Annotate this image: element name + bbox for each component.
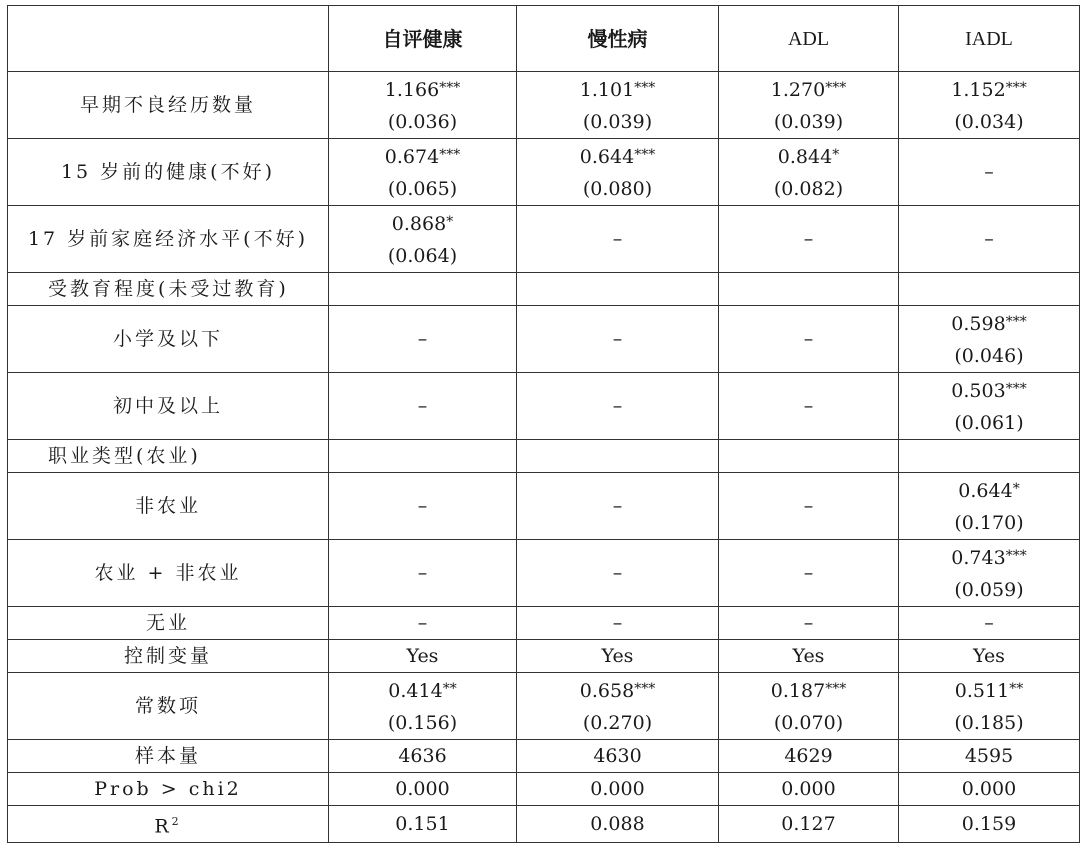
cell-value: 0.151 xyxy=(395,813,450,836)
data-cell xyxy=(719,306,899,373)
coefficient-line xyxy=(719,490,898,522)
row-label-text: 农业 + 非农业 xyxy=(94,562,242,584)
coefficient-value: 1.101 xyxy=(579,79,635,101)
coefficient-line xyxy=(719,390,898,422)
regression-table xyxy=(7,5,1080,843)
significance-stars: ** xyxy=(1009,681,1024,697)
data-cell xyxy=(719,373,899,440)
data-cell xyxy=(719,139,899,206)
table-row xyxy=(8,373,1080,440)
coefficient-value: 0.644 xyxy=(958,480,1013,502)
row-label xyxy=(8,206,329,273)
row-label-text: 控制变量 xyxy=(123,645,212,667)
standard-error: (0.270) xyxy=(582,712,653,734)
coefficient-line xyxy=(517,673,718,707)
coefficient-line xyxy=(719,673,898,707)
row-label-text: 非农业 xyxy=(134,495,201,517)
coefficient-value: 0.503 xyxy=(951,380,1006,402)
standard-error: (0.185) xyxy=(954,712,1024,734)
significance-stars: * xyxy=(446,214,454,230)
data-cell xyxy=(899,773,1080,806)
table-row xyxy=(8,806,1080,843)
coefficient-line xyxy=(329,139,516,173)
row-label xyxy=(8,373,329,440)
data-cell xyxy=(329,373,517,440)
table-row xyxy=(8,440,1080,473)
significance-stars: *** xyxy=(1005,80,1027,96)
data-cell xyxy=(329,540,517,607)
significance-stars: *** xyxy=(825,681,847,697)
standard-error: (0.039) xyxy=(773,111,844,133)
table-row xyxy=(8,206,1080,273)
significance-stars: * xyxy=(1012,481,1020,497)
cell-value: 4630 xyxy=(593,745,642,767)
data-cell xyxy=(899,139,1080,206)
significance-stars: *** xyxy=(634,80,656,96)
coefficient-line xyxy=(329,557,516,589)
significance-stars: *** xyxy=(634,147,656,163)
coefficient-value: – xyxy=(803,562,814,584)
significance-stars: *** xyxy=(825,80,847,96)
coefficient-line xyxy=(719,223,898,255)
cell-value: 0.000 xyxy=(781,778,836,800)
data-cell xyxy=(329,273,517,306)
table-row xyxy=(8,540,1080,607)
data-cell xyxy=(517,72,719,139)
data-cell xyxy=(517,773,719,806)
table-row xyxy=(8,640,1080,673)
coefficient-value: 0.644 xyxy=(579,146,635,168)
data-cell xyxy=(719,773,899,806)
coefficient-value: – xyxy=(612,495,623,517)
coefficient-value: – xyxy=(417,495,428,517)
cell-value: – xyxy=(612,612,623,634)
coefficient-line xyxy=(329,390,516,422)
data-cell xyxy=(517,640,719,673)
data-cell xyxy=(517,740,719,773)
table-row xyxy=(8,607,1080,640)
data-cell xyxy=(719,673,899,740)
significance-stars: ** xyxy=(442,681,457,697)
cell-value: 0.127 xyxy=(781,813,836,836)
cell-value: – xyxy=(417,612,428,634)
cell-value: 0.000 xyxy=(961,778,1017,800)
data-cell xyxy=(719,607,899,640)
coefficient-line xyxy=(719,557,898,589)
standard-error: (0.034) xyxy=(954,111,1024,133)
coefficient-line xyxy=(719,139,898,173)
coefficient-line xyxy=(517,323,718,355)
coefficient-line xyxy=(329,72,516,106)
data-cell xyxy=(517,673,719,740)
coefficient-line xyxy=(329,323,516,355)
coefficient-value: – xyxy=(612,562,623,584)
coefficient-line xyxy=(517,72,718,106)
table-row xyxy=(8,72,1080,139)
coefficient-line xyxy=(329,673,516,707)
data-cell xyxy=(899,440,1080,473)
coefficient-value: 0.868 xyxy=(391,213,447,235)
coefficient-line xyxy=(899,223,1079,255)
data-cell xyxy=(517,373,719,440)
coefficient-line xyxy=(329,490,516,522)
coefficient-line xyxy=(899,673,1079,707)
table-body xyxy=(8,72,1080,843)
coefficient-value: 1.152 xyxy=(951,79,1006,101)
row-label xyxy=(8,306,329,373)
row-label-superscript: 2 xyxy=(171,815,182,828)
cell-value: 0.088 xyxy=(590,813,645,836)
coefficient-value: 0.187 xyxy=(770,680,826,702)
data-cell xyxy=(719,473,899,540)
data-cell xyxy=(517,273,719,306)
data-cell xyxy=(517,306,719,373)
data-cell xyxy=(719,740,899,773)
data-cell xyxy=(329,640,517,673)
data-cell xyxy=(899,640,1080,673)
coefficient-value: – xyxy=(803,395,814,417)
header-cell-adl: ADL xyxy=(719,6,899,72)
data-cell xyxy=(517,440,719,473)
cell-value: Yes xyxy=(406,645,439,667)
cell-value: Yes xyxy=(973,645,1005,667)
data-cell xyxy=(899,473,1080,540)
standard-error: (0.082) xyxy=(773,178,844,200)
coefficient-value: – xyxy=(984,228,994,250)
data-cell xyxy=(719,806,899,843)
data-cell xyxy=(329,72,517,139)
standard-error: (0.156) xyxy=(387,712,458,734)
table-row xyxy=(8,139,1080,206)
row-label xyxy=(8,139,329,206)
row-label xyxy=(8,773,329,806)
cell-value: 0.000 xyxy=(395,778,450,800)
cell-value: Yes xyxy=(601,645,634,667)
table-row xyxy=(8,473,1080,540)
row-label-text: 无业 xyxy=(145,612,190,634)
coefficient-value: 0.658 xyxy=(579,680,635,702)
coefficient-line xyxy=(517,490,718,522)
coefficient-line xyxy=(899,473,1079,507)
row-label xyxy=(8,473,329,540)
cell-value: 4595 xyxy=(964,745,1014,767)
data-cell xyxy=(517,206,719,273)
data-cell xyxy=(329,740,517,773)
row-label xyxy=(8,72,329,139)
row-label-text: 常数项 xyxy=(134,695,201,717)
regression-table-container xyxy=(7,5,1079,843)
standard-error: (0.080) xyxy=(582,178,653,200)
table-header-row xyxy=(8,6,1080,72)
standard-error: (0.061) xyxy=(954,412,1024,434)
coefficient-value: – xyxy=(612,328,623,350)
row-label xyxy=(8,440,329,473)
row-label-text: R xyxy=(154,815,172,838)
data-cell xyxy=(517,540,719,607)
standard-error: (0.065) xyxy=(387,178,458,200)
standard-error: (0.064) xyxy=(387,245,458,267)
data-cell xyxy=(719,206,899,273)
data-cell xyxy=(719,72,899,139)
coefficient-value: – xyxy=(803,495,814,517)
row-label-text: 初中及以上 xyxy=(112,395,223,417)
data-cell xyxy=(329,206,517,273)
table-row xyxy=(8,673,1080,740)
data-cell xyxy=(719,540,899,607)
data-cell xyxy=(899,306,1080,373)
data-cell xyxy=(517,473,719,540)
header-cell-blank xyxy=(8,6,329,72)
coefficient-line xyxy=(719,323,898,355)
table-row xyxy=(8,273,1080,306)
row-label xyxy=(8,273,329,306)
row-label-text: 职业类型(农业) xyxy=(48,445,201,467)
standard-error: (0.070) xyxy=(773,712,844,734)
row-label xyxy=(8,806,329,843)
data-cell xyxy=(719,440,899,473)
header-cell-chronic-disease: 慢性病 xyxy=(517,6,719,72)
cell-value: 0.000 xyxy=(590,778,645,800)
data-cell xyxy=(517,806,719,843)
data-cell xyxy=(329,440,517,473)
significance-stars: *** xyxy=(1005,548,1027,564)
row-label-text: 早期不良经历数量 xyxy=(79,94,256,116)
table-row xyxy=(8,773,1080,806)
data-cell xyxy=(899,806,1080,843)
row-label xyxy=(8,640,329,673)
coefficient-line xyxy=(899,540,1079,574)
significance-stars: * xyxy=(832,147,840,163)
coefficient-value: 0.414 xyxy=(388,680,443,702)
data-cell xyxy=(329,139,517,206)
table-row xyxy=(8,306,1080,373)
coefficient-line xyxy=(329,206,516,240)
data-cell xyxy=(899,373,1080,440)
coefficient-line xyxy=(517,223,718,255)
cell-value: 4636 xyxy=(398,745,447,767)
cell-value: 0.159 xyxy=(961,813,1017,836)
cell-value: – xyxy=(803,612,814,634)
standard-error: (0.059) xyxy=(954,579,1024,601)
standard-error: (0.170) xyxy=(954,512,1024,534)
coefficient-value: – xyxy=(417,395,428,417)
data-cell xyxy=(899,740,1080,773)
cell-value: 4629 xyxy=(784,745,833,767)
significance-stars: *** xyxy=(439,147,461,163)
standard-error: (0.046) xyxy=(954,345,1024,367)
data-cell xyxy=(517,139,719,206)
coefficient-value: – xyxy=(984,161,994,183)
data-cell xyxy=(329,673,517,740)
table-row xyxy=(8,740,1080,773)
row-label-text: Prob > chi2 xyxy=(94,778,242,800)
row-label xyxy=(8,540,329,607)
coefficient-value: 1.166 xyxy=(384,79,440,101)
row-label-text: 样本量 xyxy=(134,745,201,767)
standard-error: (0.036) xyxy=(387,111,458,133)
data-cell xyxy=(719,273,899,306)
coefficient-line xyxy=(517,390,718,422)
data-cell xyxy=(517,607,719,640)
data-cell xyxy=(899,273,1080,306)
significance-stars: *** xyxy=(1005,381,1027,397)
data-cell xyxy=(719,640,899,673)
header-cell-iadl: IADL xyxy=(899,6,1080,72)
data-cell xyxy=(329,473,517,540)
cell-value: – xyxy=(984,612,994,634)
row-label-text: 受教育程度(未受过教育) xyxy=(48,278,289,300)
data-cell xyxy=(899,206,1080,273)
header-cell-self-rated-health: 自评健康 xyxy=(329,6,517,72)
row-label xyxy=(8,673,329,740)
coefficient-line xyxy=(899,373,1079,407)
coefficient-value: – xyxy=(803,328,814,350)
coefficient-line xyxy=(899,306,1079,340)
standard-error: (0.039) xyxy=(582,111,653,133)
coefficient-value: 1.270 xyxy=(770,79,826,101)
data-cell xyxy=(899,72,1080,139)
data-cell xyxy=(329,306,517,373)
coefficient-value: – xyxy=(612,228,623,250)
coefficient-line xyxy=(517,557,718,589)
row-label-text: 小学及以下 xyxy=(112,328,223,350)
data-cell xyxy=(329,773,517,806)
significance-stars: *** xyxy=(634,681,656,697)
significance-stars: *** xyxy=(439,80,461,96)
significance-stars: *** xyxy=(1005,314,1027,330)
cell-value: Yes xyxy=(792,645,825,667)
coefficient-value: 0.511 xyxy=(954,680,1010,702)
data-cell xyxy=(329,607,517,640)
data-cell xyxy=(899,607,1080,640)
coefficient-value: – xyxy=(612,395,623,417)
row-label-text: 15 岁前的健康(不好) xyxy=(60,161,276,183)
data-cell xyxy=(899,673,1080,740)
coefficient-line xyxy=(899,72,1079,106)
row-label-text: 17 岁前家庭经济水平(不好) xyxy=(27,228,309,250)
data-cell xyxy=(899,540,1080,607)
coefficient-value: 0.743 xyxy=(951,547,1006,569)
coefficient-line xyxy=(517,139,718,173)
coefficient-value: – xyxy=(803,228,814,250)
row-label xyxy=(8,607,329,640)
coefficient-value: 0.598 xyxy=(951,313,1006,335)
row-label xyxy=(8,740,329,773)
coefficient-value: – xyxy=(417,562,428,584)
coefficient-value: 0.844 xyxy=(777,146,833,168)
coefficient-value: 0.674 xyxy=(384,146,440,168)
coefficient-line xyxy=(719,72,898,106)
data-cell xyxy=(329,806,517,843)
coefficient-line xyxy=(899,156,1079,188)
coefficient-value: – xyxy=(417,328,428,350)
